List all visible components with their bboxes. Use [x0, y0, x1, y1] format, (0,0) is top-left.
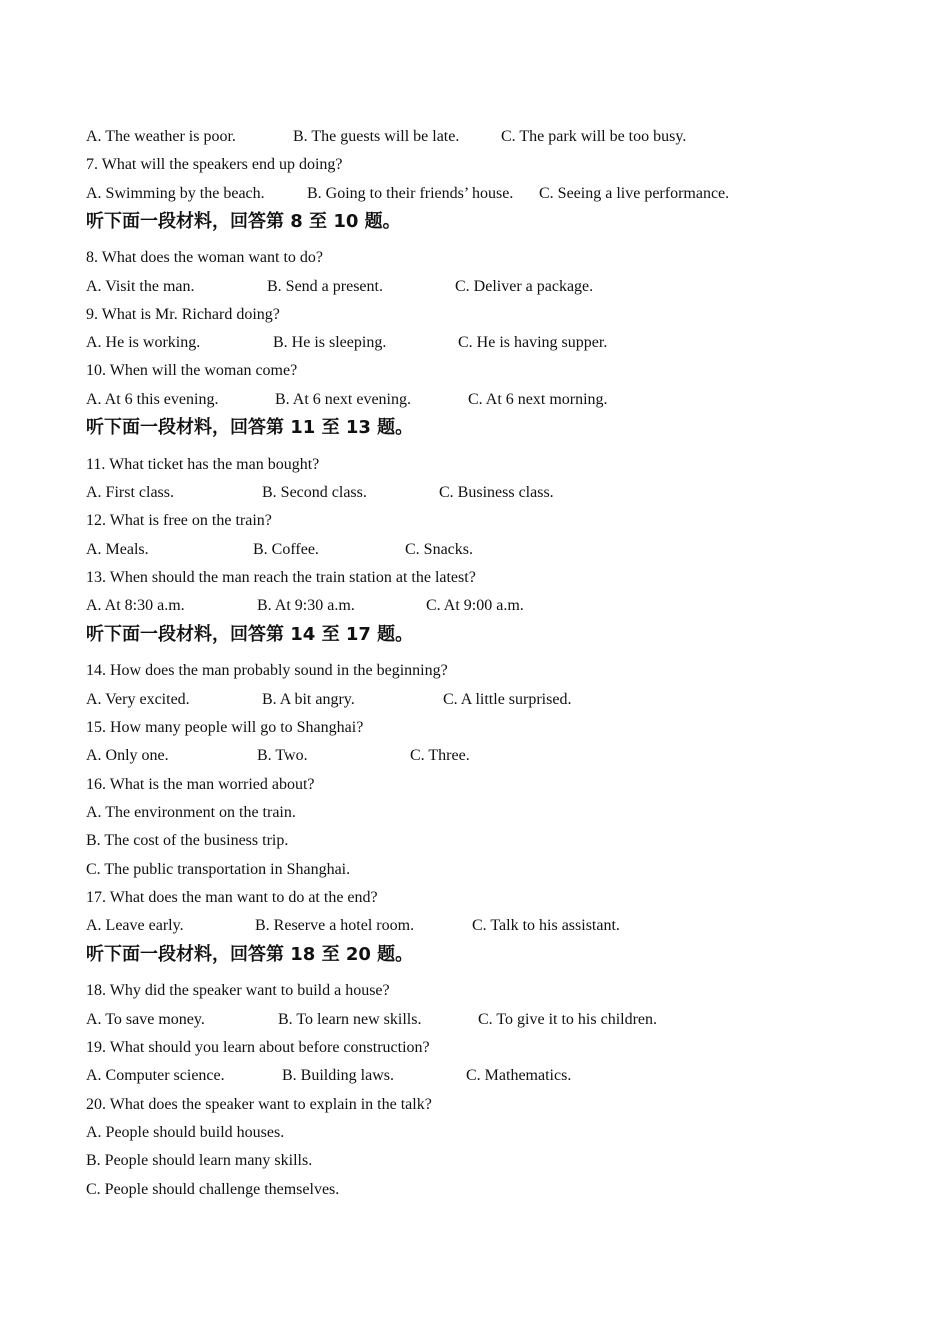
q10-option-b: B. At 6 next evening.: [275, 391, 411, 408]
q13-option-a: A. At 8:30 a.m.: [86, 597, 185, 614]
section-heading-8-10: 听下面一段材料，回答第 8 至 10 题。: [86, 211, 401, 232]
q18-question: 18. Why did the speaker want to build a house?: [86, 982, 390, 999]
q9-option-a: A. He is working.: [86, 334, 201, 351]
q7-option-b: B. Going to their friends’ house.: [307, 185, 514, 202]
q14-option-a: A. Very excited.: [86, 691, 190, 708]
q16-question: 16. What is the man worried about?: [86, 776, 315, 793]
q9-question: 9. What is Mr. Richard doing?: [86, 306, 280, 323]
q7-option-c: C. Seeing a live performance.: [539, 185, 730, 202]
q17-question: 17. What does the man want to do at the end?: [86, 889, 378, 906]
q20-option-b: B. People should learn many skills.: [86, 1152, 313, 1169]
q20-option-c: C. People should challenge themselves.: [86, 1181, 340, 1198]
q18-option-a: A. To save money.: [86, 1011, 205, 1028]
q7-option-a: A. Swimming by the beach.: [86, 185, 265, 202]
q15-option-c: C. Three.: [410, 747, 470, 764]
q6-option-a: A. The weather is poor.: [86, 128, 236, 145]
q18-option-c: C. To give it to his children.: [478, 1011, 658, 1028]
section-heading-11-13: 听下面一段材料，回答第 11 至 13 题。: [86, 417, 414, 438]
q12-question: 12. What is free on the train?: [86, 512, 272, 529]
q14-question: 14. How does the man probably sound in the beginning?: [86, 662, 448, 679]
q11-option-b: B. Second class.: [262, 484, 367, 501]
q14-option-c: C. A little surprised.: [443, 691, 572, 708]
q6-option-c: C. The park will be too busy.: [501, 128, 687, 145]
q20-question: 20. What does the speaker want to explain in the talk?: [86, 1096, 432, 1113]
q10-option-c: C. At 6 next morning.: [468, 391, 608, 408]
q19-question: 19. What should you learn about before construction?: [86, 1039, 430, 1056]
q16-option-b: B. The cost of the business trip.: [86, 832, 289, 849]
q17-option-b: B. Reserve a hotel room.: [255, 917, 415, 934]
q6-option-b: B. The guests will be late.: [293, 128, 460, 145]
q12-option-b: B. Coffee.: [253, 541, 319, 558]
section-heading-14-17: 听下面一段材料，回答第 14 至 17 题。: [86, 624, 414, 645]
q11-question: 11. What ticket has the man bought?: [86, 456, 320, 473]
q16-option-a: A. The environment on the train.: [86, 804, 296, 821]
q8-option-a: A. Visit the man.: [86, 278, 195, 295]
q17-option-a: A. Leave early.: [86, 917, 184, 934]
q13-question: 13. When should the man reach the train station at the latest?: [86, 569, 476, 586]
q18-option-b: B. To learn new skills.: [278, 1011, 422, 1028]
q11-option-a: A. First class.: [86, 484, 174, 501]
q10-question: 10. When will the woman come?: [86, 362, 298, 379]
q14-option-b: B. A bit angry.: [262, 691, 355, 708]
q13-option-b: B. At 9:30 a.m.: [257, 597, 355, 614]
section-heading-18-20: 听下面一段材料，回答第 18 至 20 题。: [86, 944, 414, 965]
q9-option-c: C. He is having supper.: [458, 334, 608, 351]
q19-option-a: A. Computer science.: [86, 1067, 225, 1084]
q19-option-c: C. Mathematics.: [466, 1067, 572, 1084]
q12-option-c: C. Snacks.: [405, 541, 473, 558]
q20-option-a: A. People should build houses.: [86, 1124, 285, 1141]
q8-option-b: B. Send a present.: [267, 278, 383, 295]
q15-option-b: B. Two.: [257, 747, 308, 764]
q10-option-a: A. At 6 this evening.: [86, 391, 219, 408]
q11-option-c: C. Business class.: [439, 484, 554, 501]
q12-option-a: A. Meals.: [86, 541, 149, 558]
q9-option-b: B. He is sleeping.: [273, 334, 387, 351]
q17-option-c: C. Talk to his assistant.: [472, 917, 620, 934]
q19-option-b: B. Building laws.: [282, 1067, 395, 1084]
q7-question: 7. What will the speakers end up doing?: [86, 156, 343, 173]
q16-option-c: C. The public transportation in Shanghai.: [86, 861, 351, 878]
q15-option-a: A. Only one.: [86, 747, 169, 764]
q13-option-c: C. At 9:00 a.m.: [426, 597, 524, 614]
q8-option-c: C. Deliver a package.: [455, 278, 594, 295]
q15-question: 15. How many people will go to Shanghai?: [86, 719, 364, 736]
q8-question: 8. What does the woman want to do?: [86, 249, 323, 266]
